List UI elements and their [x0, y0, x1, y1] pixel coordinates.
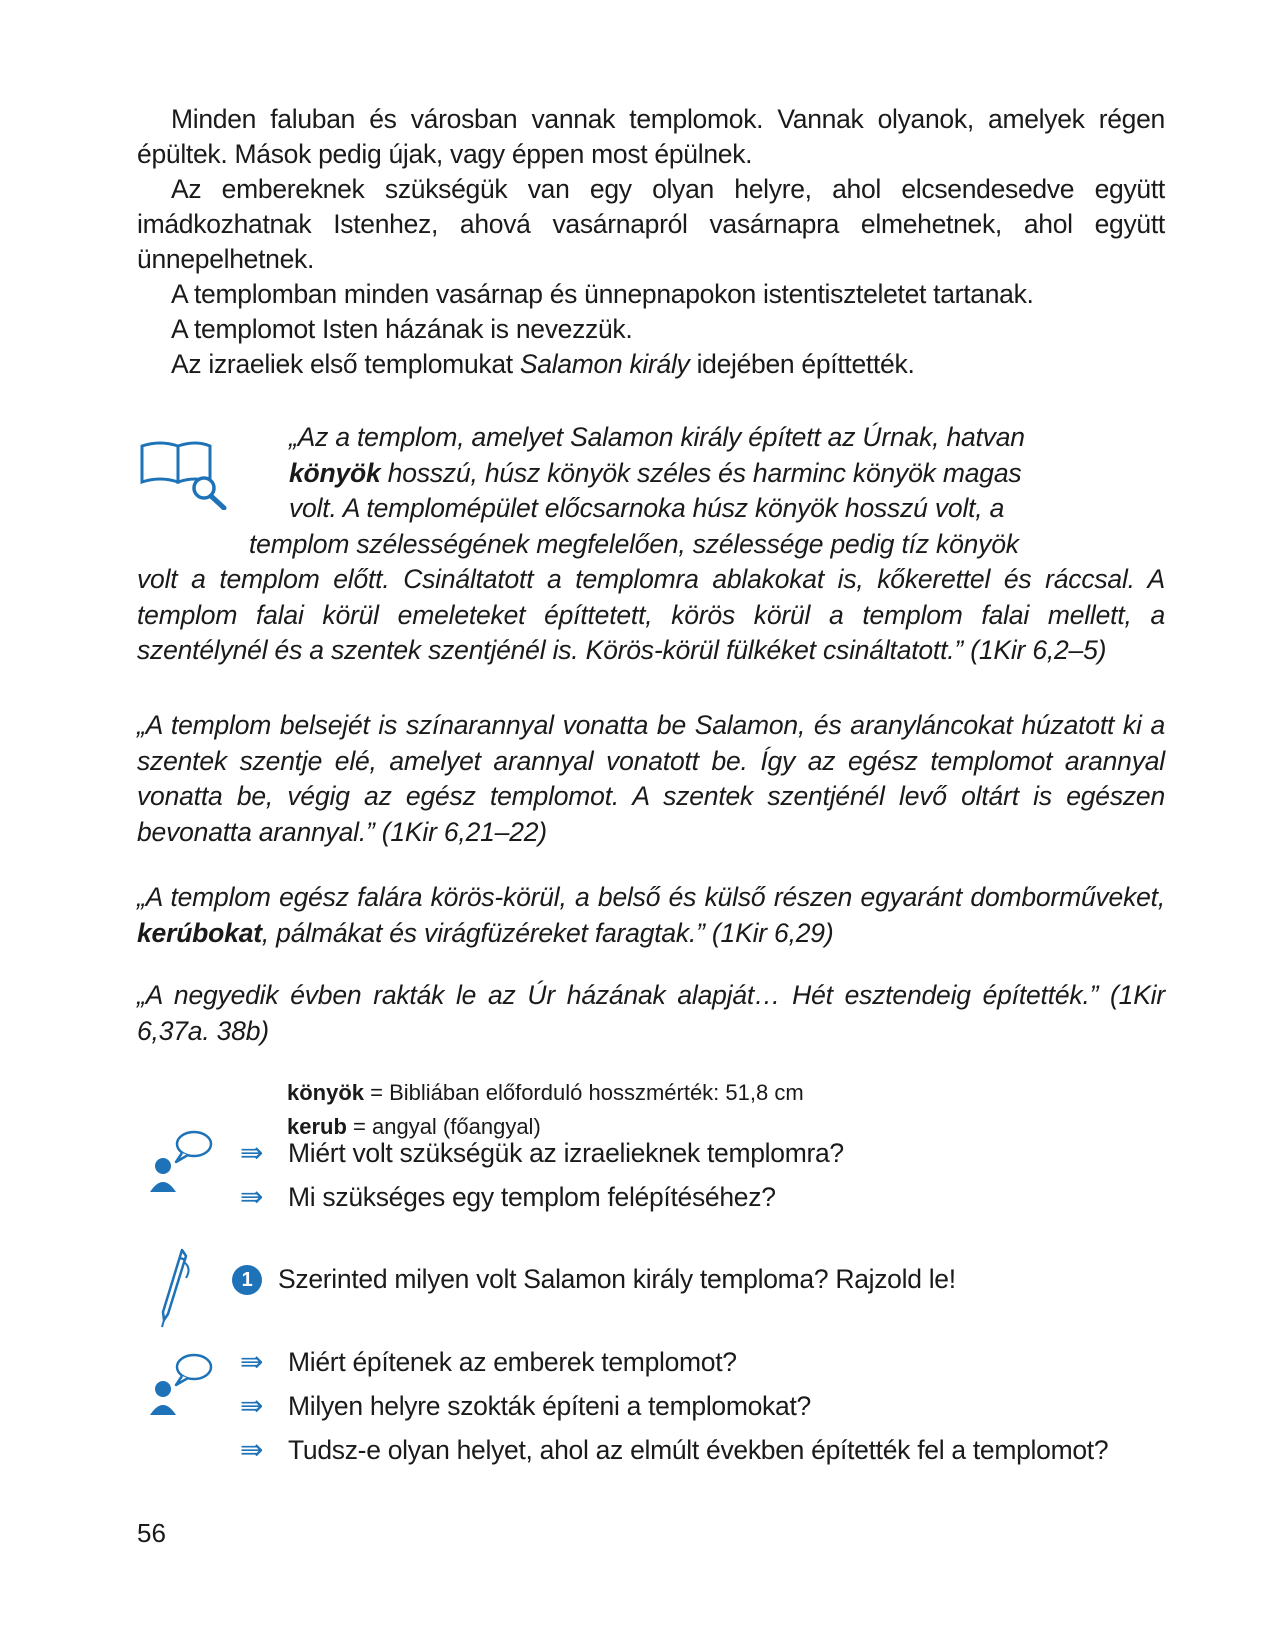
arrow-icon: ⇛: [240, 1434, 264, 1465]
bible-quote-3: [137, 880, 1165, 951]
pen-icon: [156, 1248, 196, 1328]
arrow-icon: ⇛: [240, 1137, 264, 1168]
text-span: Az izraeliek első templomukat: [171, 349, 520, 379]
question-text: Mi szükséges egy templom felépítéséhez?: [288, 1182, 776, 1212]
quote-text: „A negyedik évben rakták le az Úr házának alapját… Hét esztendeig építették.” (1Kir 6,37a. 38b): [137, 980, 1165, 1046]
question-text: Miért építenek az emberek templomot?: [288, 1347, 737, 1377]
drawing-task: [150, 1248, 1180, 1330]
arrow-icon: ⇛: [240, 1181, 264, 1212]
question-item: [240, 1389, 811, 1422]
bible-quote-1: [137, 420, 1165, 669]
quote-line: [137, 456, 1165, 492]
intro-paragraph: A templomban minden vasárnap és ünnepnapokon istentiszteletet tartanak.: [171, 279, 1034, 309]
quote-line: „Az a templom, amelyet Salamon király épített az Úrnak, hatvan: [289, 422, 1025, 452]
task-number-badge: 1: [232, 1265, 262, 1295]
arrow-icon: ⇛: [240, 1346, 264, 1377]
task-item: [232, 1264, 956, 1295]
quote-text: [137, 420, 1165, 669]
text-span: , pálmákat és virágfüzéreket faragtak.” (1Kir 6,29): [261, 917, 834, 948]
intro-paragraph: Az embereknek szükségük van egy olyan helyre, ahol elcsendesedve együtt imádkozhatnak Istenhez, ahová vasárnapról vasárnapra elmehetnek, ahol együtt ünnepelhetnek.: [137, 174, 1165, 274]
term-konyok: könyök: [289, 457, 381, 488]
discussion-person-icon: [150, 1351, 214, 1417]
glossary-term: kerub: [287, 1114, 347, 1139]
discussion-group-2: [150, 1345, 1180, 1485]
quote-line: volt. A templomépület előcsarnoka húsz könyök hosszú volt, a: [289, 493, 1005, 523]
intro-text: [137, 102, 1165, 382]
page-number: 56: [137, 1518, 166, 1548]
bible-quote-4: [137, 978, 1165, 1049]
discussion-person-icon: [150, 1128, 214, 1194]
text-span: „A templom egész falára körös-körül, a belső és külső részen egyaránt domborműveket,: [137, 882, 1165, 912]
question-item: [240, 1136, 844, 1169]
intro-paragraph: [137, 347, 1165, 382]
quote-line: templom szélességének megfelelően, szélessége pedig tíz könyök: [249, 528, 1019, 559]
intro-paragraph: Minden faluban és városban vannak templomok. Vannak olyanok, amelyek régen épültek. Mások pedig újak, vagy éppen most épülnek.: [137, 104, 1165, 169]
glossary-definition: = Bibliában előforduló hosszmérték: 51,8 cm: [364, 1080, 804, 1105]
quote-text: [137, 880, 1165, 951]
text-span: idejében építtették.: [689, 349, 915, 379]
question-item: [240, 1433, 1108, 1466]
task-text: Szerinted milyen volt Salamon király temploma? Rajzold le!: [278, 1264, 956, 1294]
discussion-group-1: [150, 1122, 1180, 1222]
glossary-entry: [287, 1076, 804, 1110]
term-kerub: kerúbokat: [137, 917, 262, 948]
quote-text: „A templom belsejét is színarannyal vonatta be Salamon, és aranyláncokat húzatott ki a szentek szentje elé, amelyet arannyal vonatott be. Így az egész templomot arannyal vonatta be, végig az egész templomot. A szentek szentjénél levő oltárt is egészen bevonatta arannyal.” (1Kir 6,21–22): [137, 710, 1165, 847]
question-item: [240, 1180, 776, 1213]
quote-rest: volt a templom előtt. Csináltatott a templomra ablakokat is, kőkerettel és ráccsal. A templom falai körül emeleteket építtetett, körös körül a templom falai mellett, a szentélynél és a szentek szentjénél is. Körös-körül fülkéket csináltatott.” (1Kir 6,2–5): [137, 564, 1165, 665]
question-text: Milyen helyre szokták építeni a templomokat?: [288, 1391, 811, 1421]
question-text: Miért volt szükségük az izraelieknek templomra?: [288, 1138, 844, 1168]
text-span: hosszú, húsz könyök széles és harminc könyök magas: [380, 457, 1022, 488]
glossary-term: könyök: [287, 1080, 365, 1105]
glossary-definition: = angyal (főangyal): [346, 1114, 541, 1139]
question-item: [240, 1345, 737, 1378]
bible-quote-2: [137, 708, 1165, 850]
arrow-icon: ⇛: [240, 1390, 264, 1421]
intro-paragraph: A templomot Isten házának is nevezzük.: [171, 314, 633, 344]
emphasis-king: Salamon király: [519, 349, 690, 379]
question-text: Tudsz-e olyan helyet, ahol az elmúlt években építették fel a templomot?: [288, 1435, 1109, 1465]
